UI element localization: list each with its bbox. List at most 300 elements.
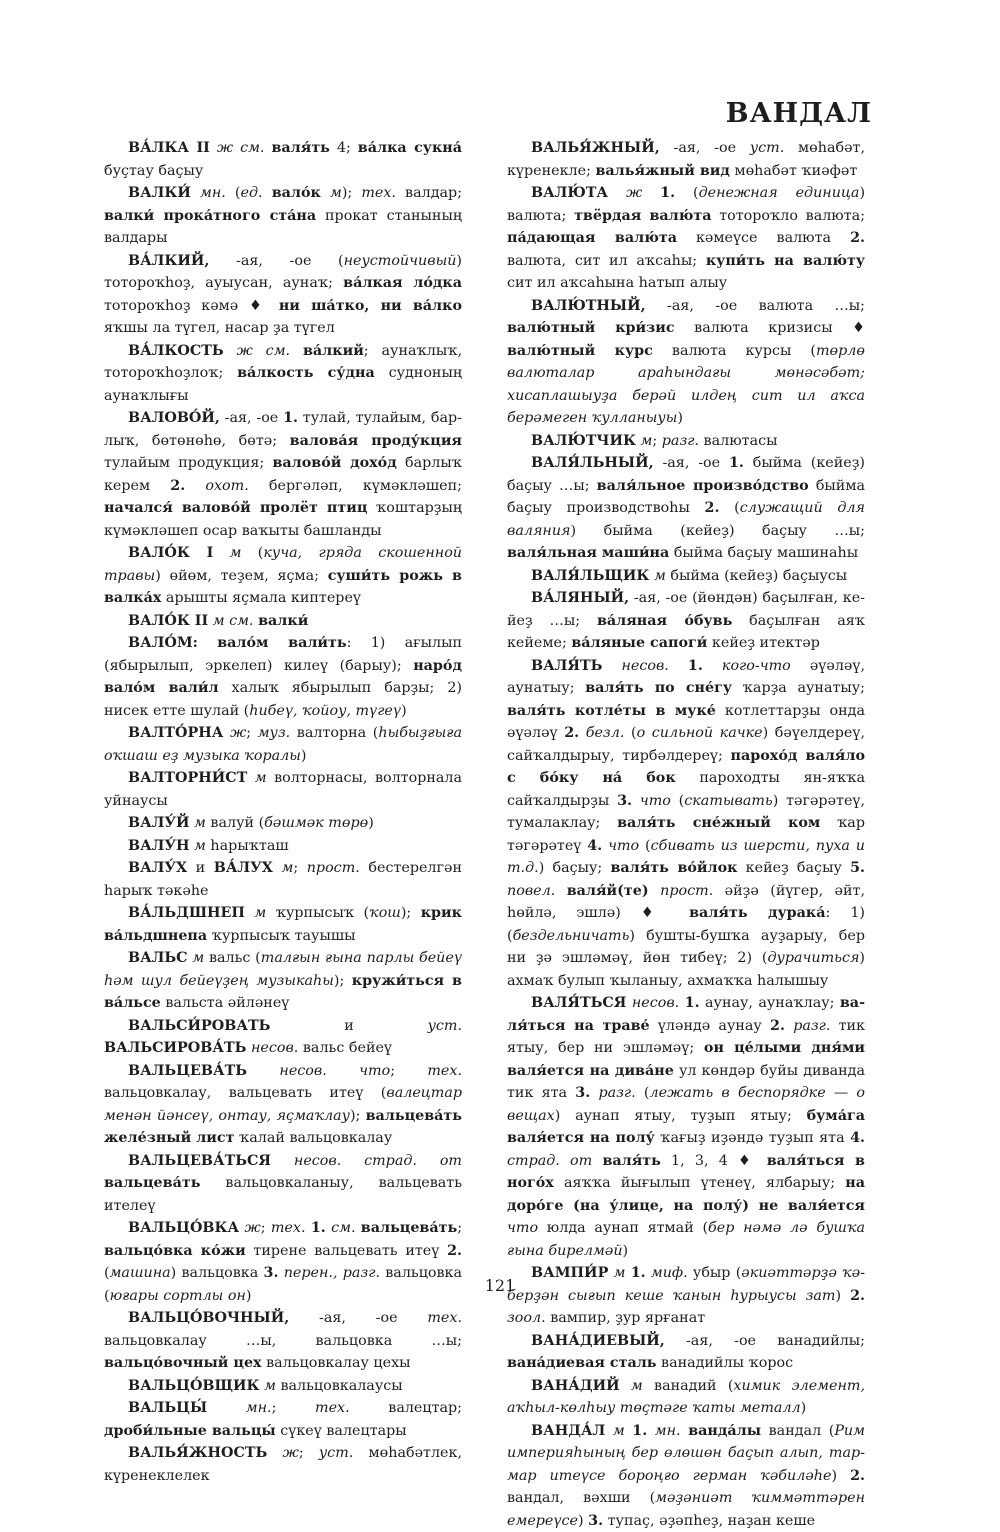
entry-bold-text: твёрдая валю́та	[574, 208, 711, 224]
entry-text	[185, 478, 205, 494]
entry-bold-text: 5.	[850, 860, 865, 876]
entry-text: быйма баҫыу производствоһы	[507, 478, 865, 517]
entry-text: юлда аунап ятмай (	[538, 1220, 708, 1236]
entry-bold-text: ВАЛО́К I	[128, 545, 213, 561]
entry-text: сүкеү валецтары	[276, 1423, 407, 1439]
entry-italic-text: тех.	[271, 1220, 306, 1236]
dictionary-entry	[507, 587, 865, 655]
entry-text: )	[801, 1400, 807, 1416]
entry-text: убыр (	[688, 1265, 742, 1281]
entry-bold-text: ВАЛЬЦО́ВЩИК	[128, 1378, 260, 1394]
entry-text: и	[270, 1018, 427, 1034]
dictionary-entry	[507, 655, 865, 993]
dictionary-entry	[104, 767, 462, 812]
entry-bold-text: ВАЛЬС	[128, 950, 188, 966]
entry-italic-text: несов.	[279, 1063, 326, 1079]
entry-italic-text: химик элемент, аҡһыл-көлһыу төҫтәге ҡаты металл	[507, 1378, 865, 1417]
entry-bold-text: валя́ться на траве́	[507, 995, 865, 1034]
entry-text: валецтар;	[350, 1400, 462, 1416]
entry-italic-text: разг.	[598, 1085, 635, 1101]
entry-italic-text: мн.	[200, 185, 226, 201]
entry-bold-text: вальцева́ть	[104, 1175, 200, 1191]
entry-text: )	[677, 410, 683, 426]
entry-italic-text: әкиәттәрҙә ҡәберҙән сығып кеше ҡанын һурыусы зат	[507, 1265, 865, 1304]
entry-text: вампир, ҙур ярғанат	[546, 1310, 705, 1326]
entry-text: вандал (	[761, 1423, 834, 1439]
entry-bold-text: ва́лка сукна́	[358, 140, 462, 156]
entry-text: )	[401, 703, 407, 719]
entry-text: кейеҙ баҫыу	[737, 860, 850, 876]
entry-bold-text: ВАЛЬЦЕВА́ТЬ	[128, 1063, 247, 1079]
entry-italic-text: перен., разг.	[284, 1265, 380, 1281]
entry-text: үләндә аунау	[650, 1018, 770, 1034]
entry-italic-text: что	[359, 1063, 390, 1079]
entry-bold-text: 2.	[850, 230, 865, 246]
dictionary-entry	[104, 1397, 462, 1442]
entry-text: ) валюта;	[507, 185, 865, 224]
entry-text	[620, 1378, 631, 1394]
entry-text	[785, 1018, 793, 1034]
entry-text: ) тотороҡһоҙ, ауыусан, аунаҡ;	[104, 253, 462, 292]
entry-text: тотороҡло валюта;	[712, 208, 866, 224]
entry-text	[703, 658, 722, 674]
entry-bold-text: ВАЛО́М:	[128, 635, 198, 651]
entry-text: вальцовкалау …ы, вальцовка …ы;	[104, 1333, 462, 1349]
entry-italic-text: несов.	[621, 658, 668, 674]
entry-text: быйма баҫыу машинаһы	[669, 545, 858, 561]
entry-text: (	[226, 185, 241, 201]
entry-text	[247, 1063, 279, 1079]
entry-text: әйҙә (йүгер, әйт, һөйлә, эшлә) ♦	[507, 883, 865, 922]
entry-text: вальцовкаланыу, вальцевать ителеү	[104, 1175, 462, 1214]
entry-italic-text: уст.	[428, 1018, 462, 1034]
entry-bold-text: купи́ть на валю́ту	[706, 253, 865, 269]
entry-italic-text: м	[641, 433, 653, 449]
entry-text: (	[639, 838, 650, 854]
dictionary-entry	[104, 632, 462, 722]
dictionary-entry	[507, 1330, 865, 1375]
entry-text: -ая, -ое (йөндән) баҫылған, кейеҙ …ы;	[507, 590, 865, 629]
entry-italic-text: Рим империяһының бер өлөшөн баҫып алып, тар-мар итеүсе бороңғо герман ҡәбиләһе	[507, 1423, 865, 1484]
entry-text: -ая, -ое ванадийлы;	[665, 1333, 865, 1349]
page-number: 121	[0, 1276, 1000, 1295]
entry-bold-text: 1.	[685, 995, 700, 1011]
entry-bold-text: 1.	[729, 455, 744, 471]
entry-italic-text: что	[640, 793, 671, 809]
entry-bold-text: валки́	[258, 613, 308, 629]
dictionary-entry	[507, 182, 865, 295]
entry-text: -ая, -ое	[654, 455, 729, 471]
entry-text	[555, 883, 566, 899]
entry-italic-text: мәҙәниәт ҡиммәттәрен емереүсе	[507, 1490, 865, 1529]
entry-text: -ая, -ое	[289, 1310, 427, 1326]
entry-bold-text: вальцева́ть желе́зный лист	[104, 1108, 462, 1147]
entry-text	[245, 905, 254, 921]
entry-bold-text: вальцева́ть	[361, 1220, 457, 1236]
entry-text: -ая, -ое	[220, 410, 283, 426]
entry-text: валюта, сит ил аҡсаһы;	[507, 253, 706, 269]
entry-italic-text: повел.	[507, 883, 555, 899]
entry-bold-text: кружи́ться в ва́льсе	[104, 973, 462, 1012]
entry-bold-text: ВАМПИ́Р	[531, 1265, 608, 1281]
entry-italic-text: ж см.	[217, 140, 265, 156]
entry-italic-text: зоол.	[507, 1310, 546, 1326]
entry-italic-text: валецтар менән йәнсеү, онтау, яҫмаҡлау	[104, 1085, 462, 1124]
entry-text: тулайым продукция;	[104, 455, 272, 471]
entry-italic-text: ҡош	[369, 905, 401, 921]
entry-italic-text: төрлө валюталар араһындағы мөнәсәбәт; хисаплашыуҙа берәй илдең сит ил аҡса берәмеген ҡулланыуы	[507, 343, 865, 427]
entry-italic-text: м	[264, 1378, 276, 1394]
entry-italic-text: дурачиться	[767, 950, 859, 966]
entry-bold-text: ва́лкая ло́дка	[343, 275, 462, 291]
entry-bold-text: ВАЛТО́РНА	[128, 725, 223, 741]
dictionary-entry	[104, 1375, 462, 1398]
entry-bold-text: вана́диевая сталь	[507, 1355, 657, 1371]
entry-text	[213, 545, 229, 561]
entry-italic-text: бер нәмә лә бушҡа ғына бирелмәй	[507, 1220, 865, 1259]
entry-bold-text: 2.	[564, 725, 579, 741]
entry-italic-text: м	[330, 185, 342, 201]
entry-text: мөһабәт ҡиәфәт	[730, 163, 857, 179]
entry-bold-text: ВА́ЛЬДШНЕП	[128, 905, 245, 921]
entry-bold-text: валя́ть котле́ты в муке́	[507, 703, 716, 719]
entry-text: валдар;	[396, 185, 462, 201]
entry-text: вальцовка (	[104, 1265, 462, 1304]
entry-text: вальс бейеү	[298, 1040, 392, 1056]
entry-text: ) бушты-бушҡа ауҙарыу, бер ни ҙә эшләмәү, йөн тибеү; 2) (	[507, 928, 865, 967]
entry-bold-text: ВАЛЬСИРОВА́ТЬ	[104, 1040, 246, 1056]
entry-italic-text: ед.	[241, 185, 263, 201]
entry-text: )	[246, 1288, 252, 1304]
entry-text: сит ил аҡсаһына һатып алыу	[507, 275, 727, 291]
entry-bold-text: 2.	[705, 500, 720, 516]
entry-italic-text: несов. страд. от	[294, 1153, 462, 1169]
entry-italic-text: тех.	[315, 1400, 350, 1416]
entry-text: ;	[652, 433, 661, 449]
entry-bold-text: 4.	[850, 1130, 865, 1146]
dictionary-entry	[104, 947, 462, 1015]
entry-text: (	[636, 1085, 650, 1101]
entry-text: вальцовкалау, вальцевать итеү (	[104, 1085, 386, 1101]
entry-text: тупаҫ, әҙәпһеҙ, наҙан кеше	[603, 1513, 815, 1529]
entry-text: ) быйма (кейеҙ) баҫыу …ы;	[571, 523, 865, 539]
entry-bold-text: 1.	[631, 1265, 646, 1281]
entry-bold-text: ВАЛЯ́ТЬ	[531, 658, 602, 674]
entry-bold-text: начался́ валово́й пролёт птиц	[104, 500, 367, 516]
entry-italic-text: скатывать	[684, 793, 772, 809]
entry-bold-text: 3.	[588, 1513, 603, 1529]
entry-text	[207, 1400, 246, 1416]
entry-bold-text: вало́к	[272, 185, 321, 201]
entry-bold-text: 2.	[850, 1468, 865, 1484]
entry-text	[327, 1063, 359, 1079]
entry-italic-text: прост.	[660, 883, 713, 899]
entry-bold-text: вало́м вали́ть	[217, 635, 346, 651]
entry-text: )	[623, 1243, 629, 1259]
dictionary-entry	[507, 992, 865, 1262]
entry-text: );	[334, 973, 352, 989]
entry-text	[649, 883, 660, 899]
entry-italic-text: м	[631, 1378, 643, 1394]
entry-text: ) баҫыу;	[539, 860, 611, 876]
dictionary-entry	[104, 1060, 462, 1150]
entry-bold-text: валя́ть	[271, 140, 329, 156]
entry-text: );	[401, 905, 421, 921]
entry-bold-text: ни ша́тко, ни ва́лко	[279, 298, 462, 314]
entry-bold-text: ва́ляные сапоги́	[571, 635, 707, 651]
entry-text: : 1) (	[507, 905, 865, 944]
entry-text: ҡурпысыҡ (	[266, 905, 369, 921]
entry-bold-text: он це́лыми дня́ми валя́ется на дива́не	[507, 1040, 865, 1079]
entry-italic-text: куча, гряда скошенной травы	[104, 545, 462, 584]
entry-bold-text: ВАЛЬЯ́ЖНЫЙ,	[531, 140, 660, 156]
entry-text: валуй (	[206, 815, 264, 831]
entry-italic-text: ж	[244, 1220, 260, 1236]
dictionary-entry	[507, 565, 865, 588]
entry-italic-text: һыбыҙғыға оҡшаш еҙ музыка ҡоралы	[104, 725, 462, 764]
entry-bold-text: валя́льное произво́дство	[597, 478, 809, 494]
dictionary-entry	[104, 407, 462, 542]
entry-italic-text: лежать в беспорядке — о вещах	[507, 1085, 865, 1124]
entry-bold-text: парохо́д валя́ло с бо́ку на́ бок	[507, 748, 865, 787]
entry-italic-text: миф.	[651, 1265, 688, 1281]
entry-text: арышты яҫмала киптереү	[161, 590, 361, 606]
entry-italic-text: мн.	[655, 1423, 681, 1439]
entry-italic-text: һибеү, ҡойоу, түгеү	[249, 703, 401, 719]
entry-bold-text: ВА́ЛЯНЫЙ,	[531, 590, 629, 606]
entry-italic-text: разг.	[793, 1018, 830, 1034]
entry-text: тулай, тулайым, барлыҡ, бөтөнөһө, бөтә;	[104, 410, 462, 449]
entry-text: (	[104, 1265, 110, 1281]
entry-bold-text: валя́ть по сне́гу	[585, 680, 732, 696]
entry-text: буҫтау баҫыу	[104, 163, 203, 179]
entry-bold-text: ВАЛЯ́ЛЬЩИК	[531, 568, 649, 584]
entry-bold-text: 1.	[688, 658, 703, 674]
dictionary-entry	[507, 1375, 865, 1420]
entry-text: кәмеүсе валюта	[677, 230, 850, 246]
entry-text	[247, 770, 254, 786]
entry-bold-text: валя́льная маши́на	[507, 545, 669, 561]
entry-italic-text: м	[194, 815, 206, 831]
dictionary-entry	[104, 1307, 462, 1375]
entry-text: вальцовкалау цехы	[262, 1355, 411, 1371]
entry-text: вальс (	[204, 950, 261, 966]
entry-italic-text: денежная единица	[699, 185, 860, 201]
running-header: ВАНДАЛ	[726, 98, 872, 129]
entry-text: ҡалай вальцовкалау	[234, 1130, 392, 1146]
entry-bold-text: 1.	[283, 410, 298, 426]
entry-italic-text: уст.	[750, 140, 784, 156]
entry-text	[579, 725, 586, 741]
entry-bold-text: валя́ть	[602, 1153, 660, 1169]
entry-italic-text: ж	[626, 185, 642, 201]
entry-text	[321, 185, 330, 201]
entry-text: 4;	[330, 140, 358, 156]
dictionary-entry	[104, 1442, 462, 1487]
entry-text: тирене вальцевать итеү	[246, 1243, 447, 1259]
entry-italic-text: кого-что	[722, 658, 791, 674]
entry-bold-text: ВАЛОВО́Й,	[128, 410, 220, 426]
entry-italic-text: несов.	[632, 995, 679, 1011]
entry-text: ҡоштарҙың күмәкләшеп осар ваҡыты башланды	[104, 500, 462, 539]
dictionary-entry	[104, 340, 462, 408]
entry-bold-text: ВАЛЯ́ТЬСЯ	[531, 995, 626, 1011]
entry-bold-text: 3.	[617, 793, 632, 809]
entry-text: ) ахмаҡ булып ҡыланыу, ахмаҡҡа һалышыу	[507, 950, 865, 989]
entry-bold-text: ВАЛЯ́ЛЬНЫЙ,	[531, 455, 654, 471]
entry-bold-text: бума́га валя́ется на полу́	[507, 1108, 865, 1147]
entry-italic-text: ж	[230, 725, 246, 741]
entry-text: -ая, -ое валюта …ы;	[646, 298, 865, 314]
entry-italic-text: тех.	[361, 185, 396, 201]
entry-text: -ая, -ое	[660, 140, 750, 156]
entry-bold-text: ВА́ЛУХ	[214, 860, 273, 876]
entry-text	[602, 658, 621, 674]
entry-bold-text: ВА́ЛКА II	[128, 140, 210, 156]
entry-bold-text: ВАЛЬЦЫ́	[128, 1400, 207, 1416]
entry-bold-text: валя́ться в ного́х	[507, 1153, 865, 1192]
entry-text: судноның аунаҡлығы	[104, 365, 462, 404]
entry-bold-text: суши́ть рожь в валка́х	[104, 568, 462, 607]
entry-text: яҡшы ла түгел, насар ҙа түгел	[104, 320, 335, 336]
entry-italic-text: см.	[331, 1220, 355, 1236]
entry-italic-text: разг.	[662, 433, 699, 449]
entry-italic-text: тех.	[427, 1063, 462, 1079]
entry-italic-text: неустойчивый	[344, 253, 457, 269]
entry-text: баҫылған аяҡ кейеме;	[507, 613, 865, 652]
entry-bold-text: валово́й дохо́д	[272, 455, 396, 471]
entry-italic-text: бездельничать	[513, 928, 630, 944]
entry-text	[191, 185, 200, 201]
entry-text: халыҡ ябырылып барҙы; 2) нисек етте шулай (	[104, 680, 462, 719]
entry-text: ҡурпысыҡ тауышы	[207, 928, 355, 944]
entry-text: );	[350, 1108, 366, 1124]
entry-italic-text: мн.	[246, 1400, 272, 1416]
entry-text	[290, 343, 303, 359]
entry-bold-text: вальцо́вочный цех	[104, 1355, 262, 1371]
entry-italic-text: прост.	[307, 860, 360, 876]
entry-bold-text: валю́тный курс	[507, 343, 653, 359]
entry-bold-text: ВА́ЛКОСТЬ	[128, 343, 224, 359]
entry-bold-text: ВАЛЮ́ТЧИК	[531, 433, 636, 449]
entry-italic-text: м	[281, 860, 293, 876]
entry-italic-text: сбивать из шерсти, пуха и т.д.	[507, 838, 865, 877]
entry-bold-text: ВАЛУ́Х	[128, 860, 187, 876]
entry-text: валюта кризисы ♦	[675, 320, 865, 336]
entry-bold-text: 3.	[575, 1085, 590, 1101]
entry-text: ванадий (	[643, 1378, 734, 1394]
entry-bold-text: валю́тный кри́зис	[507, 320, 675, 336]
entry-italic-text: бәшмәк төрө	[264, 815, 368, 831]
entry-text	[632, 793, 640, 809]
entry-text: кейеҙ итектәр	[707, 635, 820, 651]
entry-italic-text: машина	[110, 1265, 171, 1281]
entry-text: и	[187, 860, 214, 876]
entry-text: волторнасы, волторнала уйнаусы	[104, 770, 462, 809]
entry-bold-text: вальцо́вка ко́жи	[104, 1243, 246, 1259]
entry-italic-text: что	[608, 838, 639, 854]
entry-text: ул көндәр буйы диванда тик ята	[507, 1063, 865, 1102]
entry-text	[669, 658, 688, 674]
entry-text: вандал, вәхши (	[507, 1490, 655, 1506]
entry-text: котлеттарҙы онда әүәләү	[507, 703, 865, 742]
entry-text: тик ятыу, бер ни эшләмәү;	[507, 1018, 865, 1057]
entry-italic-text: юғары сортлы он	[110, 1288, 246, 1304]
entry-text	[592, 1153, 602, 1169]
entry-text: );	[342, 185, 362, 201]
entry-bold-text: 2.	[170, 478, 185, 494]
entry-italic-text: муз.	[258, 725, 291, 741]
entry-text: : 1) ағылып (ябырылып, эркелеп) килеү (барыу);	[104, 635, 462, 674]
entry-bold-text: 2.	[770, 1018, 785, 1034]
entry-text: мөһабәтлек, күренеклелек	[104, 1445, 462, 1484]
entry-bold-text: ВА́ЛКИЙ,	[128, 253, 209, 269]
entry-bold-text: 1.	[660, 185, 675, 201]
entry-text: валютасы	[699, 433, 777, 449]
entry-bold-text: ВАЛЮ́ТА	[531, 185, 608, 201]
entry-italic-text: страд. от	[507, 1153, 592, 1169]
entry-text: вальцовкалаусы	[276, 1378, 403, 1394]
entry-bold-text: 2.	[850, 1288, 865, 1304]
entry-text: валюта курсы (	[653, 343, 816, 359]
entry-text: )	[368, 815, 374, 831]
entry-bold-text: крик ва́льдшнепа	[104, 905, 462, 944]
entry-bold-text: валова́я проду́кция	[290, 433, 462, 449]
entry-bold-text: ВАЛЬЦЕВА́ТЬСЯ	[128, 1153, 271, 1169]
entry-bold-text: наро́д вало́м вали́л	[104, 658, 462, 697]
entry-text: )	[835, 1288, 850, 1304]
dictionary-entry	[104, 1150, 462, 1218]
entry-text: вальста әйләнеү	[161, 995, 290, 1011]
entry-bold-text: на доро́ге (на у́лице, на полу́) не валя́ется	[507, 1175, 865, 1214]
entry-italic-text: талғын ғына парлы бейеү һәм шул бейеүҙең музыкаһы	[104, 950, 462, 989]
entry-bold-text: ВАЛУ́Й	[128, 815, 189, 831]
entry-bold-text: ва́лкость су́дна	[237, 365, 375, 381]
dictionary-entry	[104, 250, 462, 340]
entry-bold-text: валки́ прока́тного ста́на	[104, 208, 316, 224]
entry-text: прокат станының валдары	[104, 208, 462, 247]
entry-italic-text: охот.	[205, 478, 248, 494]
entry-text: (	[719, 500, 739, 516]
entry-text	[605, 1423, 613, 1439]
entry-text: -ая, -ое (	[209, 253, 343, 269]
entry-text: ;	[246, 725, 257, 741]
dictionary-entry	[104, 722, 462, 767]
entry-bold-text: 4.	[587, 838, 602, 854]
entry-text: ) бәүелдереү, сайҡалдырыу, тирбәлдереү;	[507, 725, 865, 764]
entry-text: бергәләп, күмәкләшеп;	[249, 478, 462, 494]
entry-text: ванадийлы ҡорос	[657, 1355, 794, 1371]
entry-text: ;	[261, 1220, 271, 1236]
entry-bold-text: 1.	[311, 1220, 326, 1236]
entry-italic-text: м	[192, 950, 204, 966]
dictionary-entry	[104, 857, 462, 902]
entry-text: (	[624, 725, 636, 741]
entry-bold-text: 2.	[447, 1243, 462, 1259]
dictionary-entry	[507, 137, 865, 182]
entry-italic-text: м	[255, 770, 267, 786]
entry-text: мөһабәт, күренекле;	[507, 140, 865, 179]
entry-italic-text: уст.	[319, 1445, 353, 1461]
entry-text	[608, 185, 626, 201]
entry-text: ; аунаҡлыҡ, тотороҡһоҙлоҡ;	[104, 343, 462, 382]
entry-bold-text: валья́жный вид	[595, 163, 729, 179]
entry-bold-text: дроби́льные вальцы́	[104, 1423, 276, 1439]
entry-bold-text: валя́ть дурака́	[689, 905, 825, 921]
entry-bold-text: валя́ть во́йлок	[610, 860, 737, 876]
dictionary-entry	[507, 1420, 865, 1532]
entry-text	[224, 343, 237, 359]
